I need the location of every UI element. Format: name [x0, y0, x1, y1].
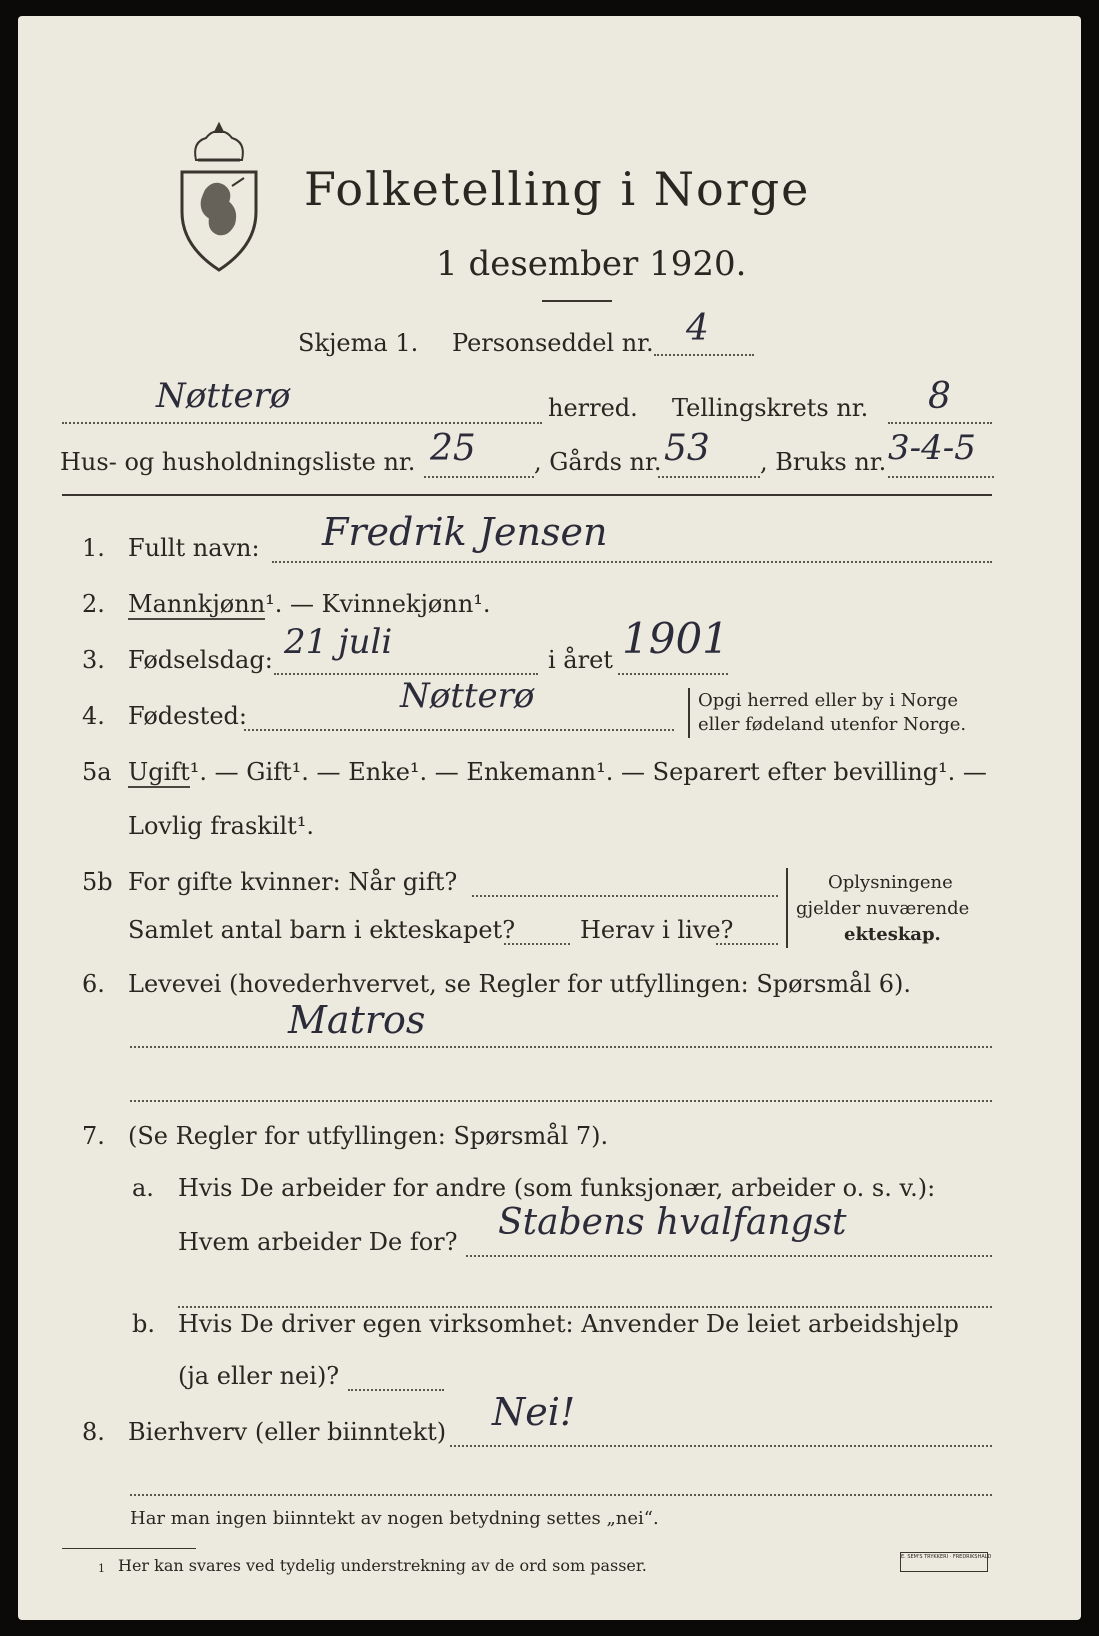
bruks-line [888, 476, 994, 478]
q7a-line1: Hvis De arbeider for andre (som funksjonær, arbeider o. s. v.): [178, 1174, 936, 1202]
herred-line [62, 422, 542, 424]
q7b-line1: Hvis De driver egen virksomhet: Anvender De leiet arbeidshjelp [178, 1310, 959, 1338]
husliste-line [424, 476, 534, 478]
q2-mannkjonn[interactable]: Mannkjønn [128, 590, 266, 618]
q2-options [128, 590, 491, 618]
herred-label: herred. [548, 394, 638, 422]
skjema-label: Skjema 1. [298, 329, 419, 357]
gards-line [658, 476, 760, 478]
q5a-rest: ¹. — Gift¹. — Enke¹. — Enkemann¹. — Separert efter bevilling¹. — [189, 758, 987, 786]
q1-value[interactable]: Fredrik Jensen [322, 510, 608, 554]
printer-stamp [900, 1552, 992, 1572]
husliste-value[interactable]: 25 [430, 428, 476, 469]
q6-line2 [130, 1100, 992, 1102]
q8-value[interactable]: Nei! [492, 1390, 576, 1434]
q4-line [244, 729, 674, 731]
title-divider [542, 300, 612, 302]
printer-stamp-text: E. SEM'S TRYKKERI · FREDRIKSHALD [901, 1554, 992, 1560]
bruks-value[interactable]: 3-4-5 [888, 428, 976, 468]
q4-number: 4. [82, 702, 105, 730]
census-date: 1 desember 1920. [436, 244, 747, 284]
q4-label: Fødested: [128, 702, 247, 730]
q4-value[interactable]: Nøtterø [400, 676, 535, 716]
herred-value[interactable]: Nøtterø [156, 376, 291, 416]
footnote-rule [62, 1548, 196, 1549]
tellingskrets-line [888, 422, 992, 424]
q6-line1 [130, 1046, 992, 1048]
gards-value[interactable]: 53 [664, 428, 710, 469]
q5a-number: 5a [82, 758, 112, 786]
q5b-note-line2: gjelder nuværende [796, 898, 970, 919]
q4-note-line2: eller fødeland utenfor Norge. [698, 714, 967, 735]
q3-year-value[interactable]: 1901 [622, 614, 729, 663]
q7b-letter: b. [132, 1310, 155, 1338]
norway-coat-of-arms-icon [176, 120, 262, 276]
q2-rest: ¹. — Kvinnekjønn¹. [265, 590, 491, 618]
q8-label: Bierhverv (eller biinntekt) [128, 1418, 447, 1446]
q5b-children-line [504, 943, 570, 945]
q3-year-label: i året [548, 646, 613, 674]
tellingskrets-value[interactable]: 8 [928, 376, 951, 417]
q8-number: 8. [82, 1418, 105, 1446]
q5b-alive-line [716, 943, 778, 945]
q1-number: 1. [82, 534, 105, 562]
footnote-mark: 1 [98, 1562, 105, 1575]
q5b-note-brace [786, 868, 794, 948]
q7b-line [348, 1389, 444, 1391]
q3-line [274, 673, 538, 675]
q7b-line2: (ja eller nei)? [178, 1362, 340, 1390]
q7-label: (Se Regler for utfyllingen: Spørsmål 7). [128, 1122, 609, 1150]
q1-label: Fullt navn: [128, 534, 260, 562]
q5b-line2: Samlet antal barn i ekteskapet? [128, 916, 516, 944]
personseddel-label: Personseddel nr. [452, 329, 654, 357]
q1-line [272, 561, 992, 563]
tellingskrets-label: Tellingskrets nr. [672, 394, 869, 422]
q7a-letter: a. [132, 1174, 154, 1202]
husliste-label: Hus- og husholdningsliste nr. [60, 448, 416, 476]
q2-number: 2. [82, 590, 105, 618]
q5a-line2: Lovlig fraskilt¹. [128, 812, 315, 840]
personseddel-value[interactable]: 4 [686, 308, 709, 349]
q5b-number: 5b [82, 868, 113, 896]
q8-line2 [130, 1494, 992, 1496]
header-rule [62, 494, 992, 496]
q3-value[interactable]: 21 juli [284, 622, 393, 662]
q5a-ugift[interactable]: Ugift [128, 758, 190, 786]
form-title: Folketelling i Norge [304, 162, 811, 216]
q7a-line2: Hvem arbeider De for? [178, 1228, 458, 1256]
q7a-value[interactable]: Stabens hvalfangst [498, 1202, 847, 1243]
q7-number: 7. [82, 1122, 105, 1150]
q4-note-line1: Opgi herred eller by i Norge [698, 690, 959, 711]
bruks-label: , Bruks nr. [760, 448, 887, 476]
q4-note-brace [688, 688, 696, 738]
biinntekt-note: Har man ingen biinntekt av nogen betydning settes „nei“. [130, 1508, 659, 1529]
q5a-options [128, 758, 987, 786]
q7a-line-extra [178, 1306, 992, 1308]
q3-number: 3. [82, 646, 105, 674]
personseddel-line [654, 354, 754, 356]
q5b-alive-label: Herav i live? [580, 916, 734, 944]
q5b-line1: For gifte kvinner: Når gift? [128, 868, 458, 896]
census-form-sheet [18, 16, 1081, 1620]
q5b-note-line3: ekteskap. [844, 924, 941, 945]
q6-label: Levevei (hovederhvervet, se Regler for utfyllingen: Spørsmål 6). [128, 970, 912, 998]
q5b-note-line1: Oplysningene [828, 872, 953, 893]
q5b-married-line [472, 895, 778, 897]
q7a-line [466, 1255, 992, 1257]
q3-year-line [618, 673, 728, 675]
footnote-text: Her kan svares ved tydelig understrekning av de ord som passer. [118, 1556, 647, 1575]
q6-value[interactable]: Matros [288, 998, 426, 1042]
gards-label: , Gårds nr. [534, 448, 662, 476]
q6-number: 6. [82, 970, 105, 998]
q3-label: Fødselsdag: [128, 646, 273, 674]
q8-line [450, 1445, 992, 1447]
